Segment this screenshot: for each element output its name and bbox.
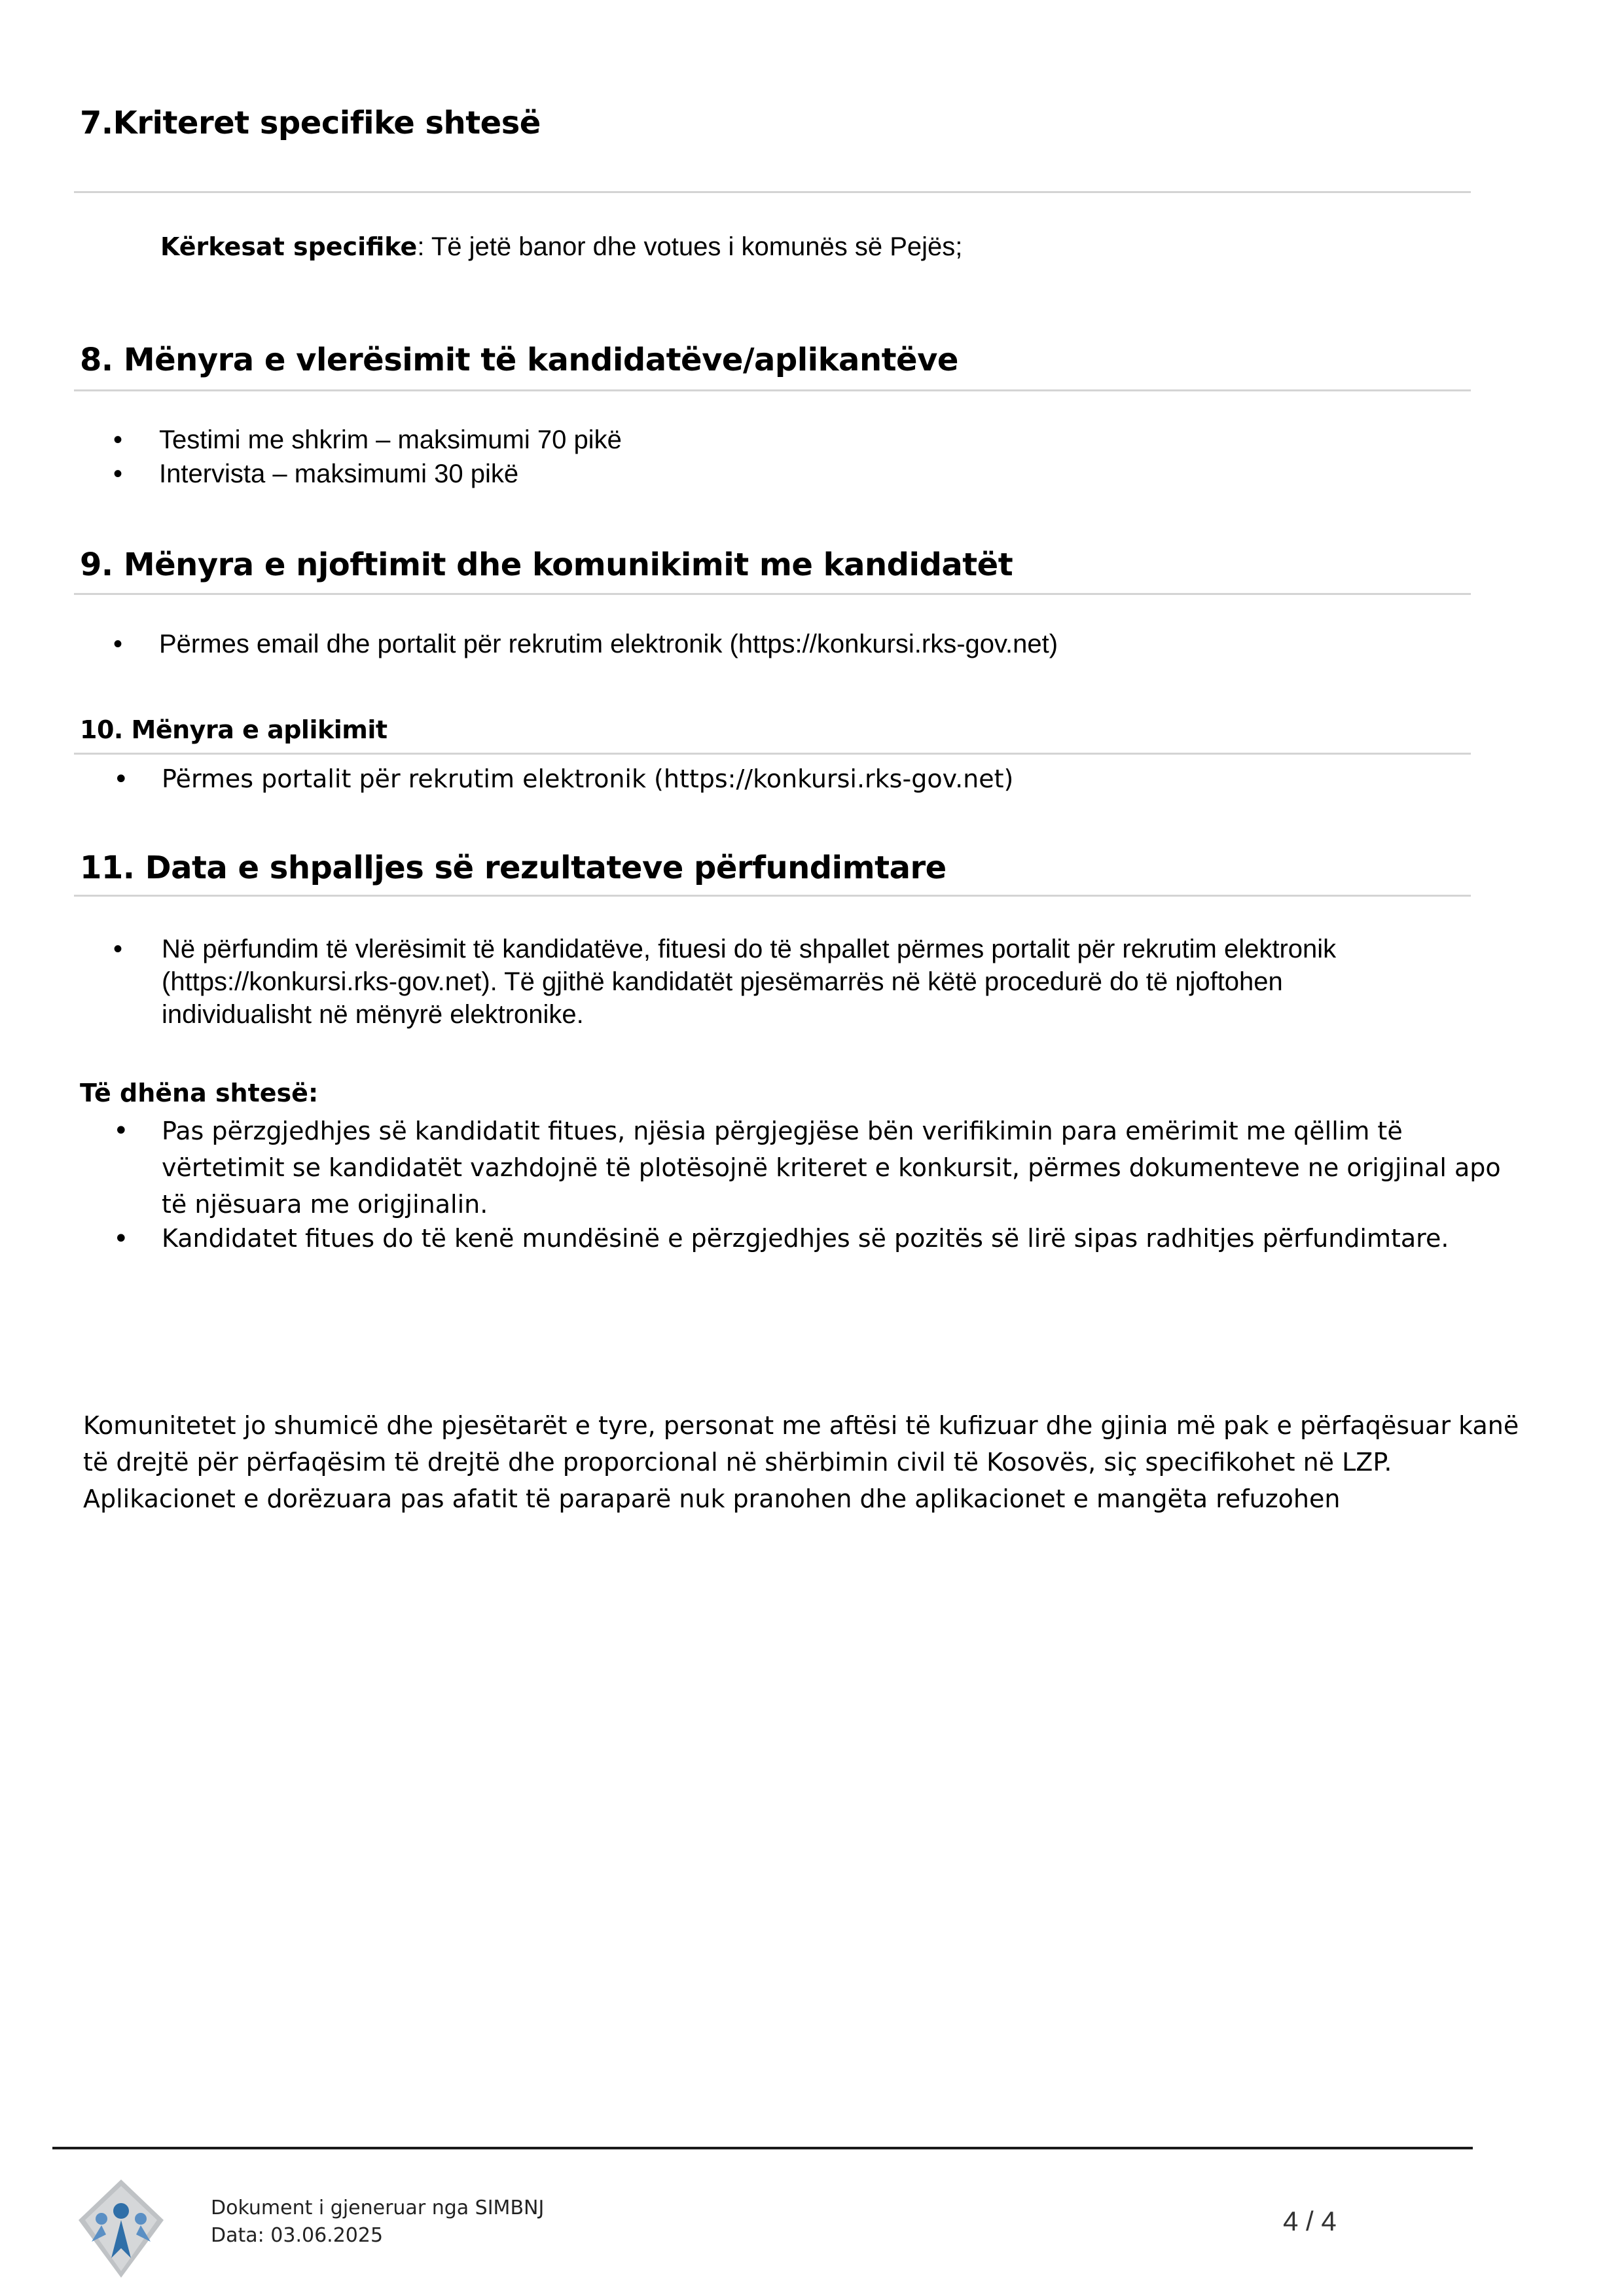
- bullet-icon: •: [113, 1224, 129, 1254]
- notice-line-2: të drejtë për përfaqësim të drejtë dhe proporcional në shërbimin civil të Kosovës, siç specifikohet në LZP.: [83, 1448, 1392, 1477]
- section-9-heading: 9. Mënyra e njoftimit dhe komunikimit me kandidatët: [80, 547, 1013, 583]
- list-item: [113, 630, 1058, 659]
- additional-item-2: Kandidatet fitues do të kenë mundësinë e përzgjedhjes së pozitës së lirë sipas radhitjes përfundimtare.: [162, 1224, 1449, 1253]
- specific-requirements-label: Kërkesat specifike: [160, 232, 418, 261]
- list-item: [113, 459, 519, 489]
- section-10-heading: 10. Mënyra e aplikimit: [80, 715, 388, 744]
- evaluation-interview: Intervista – maksimumi 30 pikë: [159, 459, 519, 488]
- section-9-divider: [74, 593, 1471, 595]
- page-number: 4 / 4: [1283, 2206, 1337, 2236]
- bullet-icon: •: [113, 459, 123, 488]
- list-item: [113, 933, 1337, 1031]
- additional-item-1-line-2: vërtetimit se kandidatët vazhdojnë të plotësojnë kriteret e konkursit, përmes dokumenteve ne origjinal apo: [162, 1153, 1501, 1182]
- results-line-3: individualisht në mënyrë elektronike.: [162, 1000, 584, 1029]
- section-8-divider: [74, 389, 1471, 391]
- notice-line-3: Aplikacionet e dorëzuara pas afatit të paraparë nuk pranohen dhe aplikacionet e mangëta refuzohen: [83, 1484, 1341, 1513]
- footer-date: Data: 03.06.2025: [211, 2224, 384, 2247]
- bullet-icon: •: [113, 764, 129, 795]
- results-line-2: (https://konkursi.rks-gov.net). Të gjithë kandidatët pjesëmarrës në këtë procedurë do të njoftohen: [162, 967, 1283, 996]
- footer-divider: [52, 2147, 1473, 2149]
- additional-info-heading: Të dhëna shtesë:: [80, 1079, 319, 1107]
- section-11-divider: [74, 895, 1471, 897]
- additional-item-1-line-3: të njësuara me origjinalin.: [162, 1190, 488, 1219]
- list-item: [113, 764, 1014, 795]
- section-7-heading: 7.Kriteret specifike shtesë: [80, 105, 541, 141]
- list-item: [113, 1113, 1501, 1223]
- simbnj-logo-icon: [79, 2179, 164, 2278]
- evaluation-written-test: Testimi me shkrim – maksimumi 70 pikë: [159, 425, 622, 454]
- bullet-icon: •: [113, 425, 123, 454]
- notice-paragraph: [83, 1407, 1519, 1517]
- bullet-icon: •: [113, 1116, 129, 1146]
- section-10-divider: [74, 753, 1471, 755]
- additional-item-1-line-1: Pas përzgjedhjes së kandidatit fitues, njësia përgjegjëse bën verifikimin para emërimit me qëllim të: [162, 1117, 1403, 1145]
- section-8-heading: 8. Mënyra e vlerësimit të kandidatëve/aplikantëve: [80, 342, 958, 378]
- notice-line-1: Komunitetet jo shumicë dhe pjesëtarët e tyre, personat me aftësi të kufizuar dhe gjinia më pak e përfaqësuar kanë: [83, 1411, 1519, 1440]
- results-line-1: Në përfundim të vlerësimit të kandidatëve, fituesi do të shpallet përmes portalit për rekrutim elektronik: [162, 935, 1337, 963]
- footer-generated-by: Dokument i gjeneruar nga SIMBNJ: [211, 2197, 545, 2219]
- section-7-divider: [74, 191, 1471, 193]
- section-11-heading: 11. Data e shpalljes së rezultateve përfundimtare: [80, 850, 947, 886]
- bullet-icon: •: [113, 630, 123, 658]
- bullet-icon: •: [113, 935, 123, 963]
- list-item: [113, 425, 622, 455]
- application-method: Përmes portalit për rekrutim elektronik (https://konkursi.rks-gov.net): [162, 764, 1014, 793]
- list-item: [113, 1224, 1449, 1254]
- notification-method: Përmes email dhe portalit për rekrutim elektronik (https://konkursi.rks-gov.net): [159, 630, 1058, 658]
- specific-requirements: [160, 232, 962, 262]
- specific-requirements-text: : Të jetë banor dhe votues i komunës së Pejës;: [417, 232, 963, 261]
